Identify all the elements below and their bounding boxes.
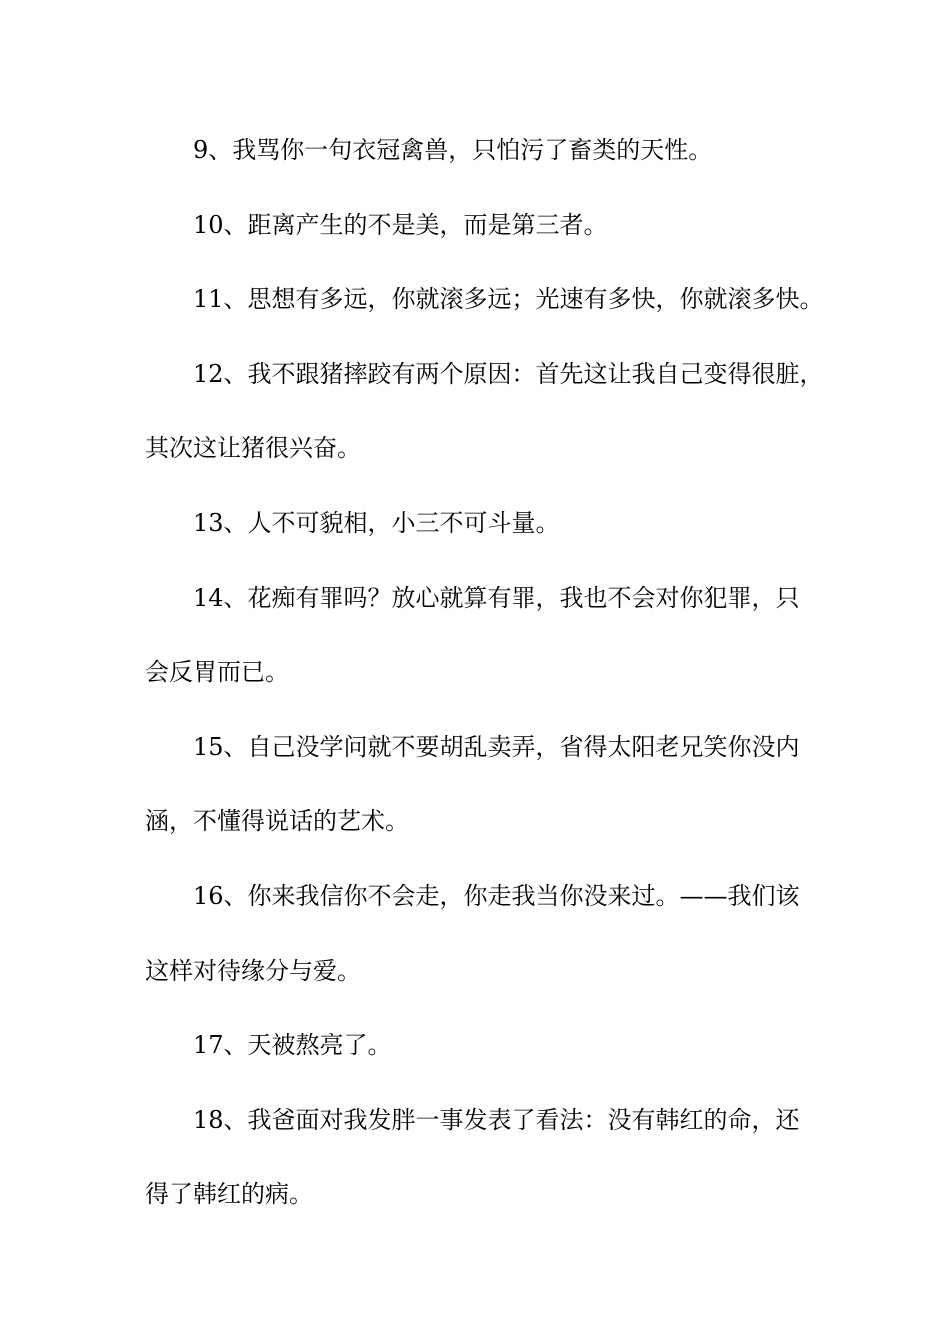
paragraph-line: 涵，不懂得说话的艺术。	[145, 807, 409, 836]
paragraph-line: 11、思想有多远，你就滚多远；光速有多快，你就滚多快。	[193, 285, 824, 314]
paragraph-line: 这样对待缘分与爱。	[145, 956, 361, 985]
paragraph-13	[145, 486, 825, 561]
paragraph-line: 13、人不可貌相，小三不可斗量。	[193, 508, 560, 537]
paragraph-line: 17、天被熬亮了。	[193, 1031, 392, 1060]
paragraph-line: 18、我爸面对我发胖一事发表了看法：没有韩红的命，还	[193, 1105, 800, 1134]
paragraph-line: 9、我骂你一句衣冠禽兽，只怕污了畜类的天性。	[193, 136, 713, 164]
paragraph-line: 得了韩红的病。	[145, 1180, 313, 1209]
document-body	[145, 113, 825, 1232]
paragraph-11	[145, 262, 825, 337]
paragraph-17	[145, 1008, 825, 1083]
paragraph-15	[145, 710, 825, 859]
paragraph-line: 10、距离产生的不是美，而是第三者。	[193, 210, 608, 239]
paragraph-16	[145, 859, 825, 1008]
paragraph-line: 15、自己没学问就不要胡乱卖弄，省得太阳老兄笑你没内	[193, 732, 800, 761]
paragraph-14	[145, 561, 825, 710]
paragraph-line: 其次这让猪很兴奋。	[145, 434, 361, 463]
paragraph-10	[145, 188, 825, 263]
paragraph-line: 12、我不跟猪摔跤有两个原因：首先这让我自己变得很脏，	[193, 359, 824, 388]
paragraph-12	[145, 337, 825, 486]
paragraph-9	[145, 113, 825, 188]
paragraph-18	[145, 1083, 825, 1232]
paragraph-line: 14、花痴有罪吗？放心就算有罪，我也不会对你犯罪，只	[193, 583, 800, 612]
paragraph-line: 会反胃而已。	[145, 658, 289, 687]
paragraph-line: 16、你来我信你不会走，你走我当你没来过。——我们该	[193, 881, 800, 910]
